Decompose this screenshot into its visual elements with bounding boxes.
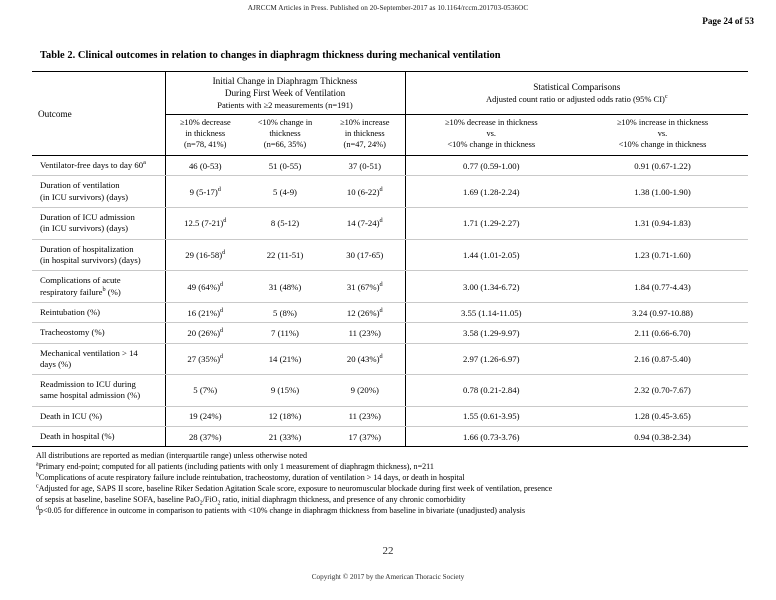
table-row	[32, 375, 748, 407]
footnote-marker-d: d	[219, 326, 224, 334]
row-value-increase: 14 $(7-24)^d$	[325, 208, 405, 240]
row-comparison-increase: 2.11 (0.66-6.70)	[577, 323, 748, 343]
row-value-increase: 31 $(67\%)^d$	[325, 271, 405, 303]
row-value-nochange: 22 (11-51)	[245, 239, 325, 271]
row-value-increase: 11 (23%)	[325, 406, 405, 426]
footnote-marker-d: d	[219, 306, 224, 314]
footnote-marker-b: b	[102, 285, 106, 293]
footnote-marker-a: a	[36, 461, 39, 468]
footnote-marker-c: c	[664, 93, 668, 100]
table-row	[32, 323, 748, 343]
row-outcome-label: Tracheostomy (%)	[32, 323, 165, 343]
row-value-increase: 11 (23%)	[325, 323, 405, 343]
row-comparison-increase: 0.91 (0.67-1.22)	[577, 156, 748, 176]
row-comparison-increase: 0.94 (0.38-2.34)	[577, 427, 748, 447]
table-row	[32, 302, 748, 322]
column-header-nochange: <10% change in thickness (n=66, 35%)	[245, 115, 325, 156]
row-comparison-decrease: 3.00 (1.34-6.72)	[405, 271, 577, 303]
row-value-nochange: 14 (21%)	[245, 343, 325, 375]
row-comparison-increase: 2.32 (0.70-7.67)	[577, 375, 748, 407]
row-value-decrease: 46 (0-53)	[165, 156, 245, 176]
outcome-column-header: Outcome	[32, 72, 165, 156]
footnote-marker-d: d	[223, 217, 227, 225]
row-comparison-increase: 1.28 (0.45-3.65)	[577, 406, 748, 426]
footnote-b: $^b$Complications of acute respiratory failure include reintubation, tracheostomy, duration of ventilation > 14 days, or death in hospital	[36, 472, 465, 483]
row-comparison-decrease: 1.55 (0.61-3.95)	[405, 406, 577, 426]
row-value-decrease: 12.5 $(7-21)^d$	[165, 208, 245, 240]
table-row	[32, 239, 748, 271]
footnote-marker-d: d	[379, 352, 383, 360]
row-value-decrease: 20 $(26\%)^d$	[165, 323, 245, 343]
row-value-nochange: 31 (48%)	[245, 271, 325, 303]
footnote-c-line2: of sepsis at baseline, baseline SOFA, baseline PaO$_2$/FiO$_2$ ratio, initial diaphragm thickness, and presence of any chronic comorbidity	[36, 495, 466, 507]
row-comparison-decrease: 3.58 (1.29-9.97)	[405, 323, 577, 343]
row-value-nochange: 51 (0-55)	[245, 156, 325, 176]
row-value-nochange: 8 (5-12)	[245, 208, 325, 240]
journal-doi-line: AJRCCM Articles in Press. Published on 20-September-2017 as 10.1164/rccm.201703-0536OC	[247, 4, 529, 12]
row-value-decrease: 29 $(16-58)^d$	[165, 239, 245, 271]
group-header-subtitle: Patients with ≥2 measurements (n=191)	[217, 99, 353, 110]
footnote-d: $^d$p<0.05 for difference in outcome in comparison to patients with <10% change in diaphragm thickness from baseline in bivariate (unadjusted) analysis	[36, 505, 526, 516]
row-outcome-label: Duration of hospitalization (in hospital survivors) (days)	[32, 239, 165, 271]
row-comparison-decrease: 3.55 (1.14-11.05)	[405, 302, 577, 322]
page-of-indicator: Page 24 of 53	[702, 16, 754, 26]
running-head	[0, 4, 776, 26]
table-row	[32, 343, 748, 375]
row-comparison-increase: 2.16 (0.87-5.40)	[577, 343, 748, 375]
footnote-marker-d: d	[219, 352, 224, 360]
row-comparison-decrease: 1.66 (0.73-3.76)	[405, 427, 577, 447]
row-value-nochange: 7 (11%)	[245, 323, 325, 343]
column-header-decrease: ≥10% decrease in thickness (n=78, 41%)	[165, 115, 245, 156]
column-header-comparison-increase: ≥10% increase in thickness vs. <10% change in thickness	[577, 115, 748, 156]
footnote-marker-c: c	[36, 483, 39, 490]
table-footnotes	[36, 450, 752, 516]
row-value-decrease: 16 $(21\%)^d$	[165, 302, 245, 322]
row-comparison-decrease: 0.78 (0.21-2.84)	[405, 375, 577, 407]
row-outcome-label: Reintubation (%)	[32, 302, 165, 322]
row-value-decrease: 9 $(5-17)^d$	[165, 176, 245, 208]
row-value-decrease: 5 (7%)	[165, 375, 245, 407]
table-body	[32, 156, 748, 447]
row-value-increase: 9 (20%)	[325, 375, 405, 407]
column-header-increase: ≥10% increase in thickness (n=47, 24%)	[325, 115, 405, 156]
row-value-nochange: 5 (8%)	[245, 302, 325, 322]
row-outcome-label: Death in ICU (%)	[32, 406, 165, 426]
row-outcome-label: Duration of ICU admission (in ICU survivors) (days)	[32, 208, 165, 240]
row-comparison-decrease: 1.71 (1.29-2.27)	[405, 208, 577, 240]
row-comparison-decrease: 1.69 (1.28-2.24)	[405, 176, 577, 208]
table-row	[32, 176, 748, 208]
page-sheet	[0, 50, 776, 516]
row-comparison-decrease: 2.97 (1.26-6.97)	[405, 343, 577, 375]
row-value-increase: 12 $(26\%)^d$	[325, 302, 405, 322]
table-group-header-row	[32, 72, 748, 115]
footnote-marker-d: d	[219, 280, 224, 288]
group-header-line1: Statistical Comparisons	[533, 81, 621, 92]
group-header-line1: Initial Change in Diaphragm Thickness	[212, 76, 358, 86]
row-outcome-label: Duration of ventilation (in ICU survivors) (days)	[32, 176, 165, 208]
row-value-decrease: 19 (24%)	[165, 406, 245, 426]
footnote-marker-d: d	[222, 249, 226, 257]
row-comparison-increase: 1.23 (0.71-1.60)	[577, 239, 748, 271]
table-row	[32, 156, 748, 176]
footnote-marker-d: d	[217, 185, 221, 193]
table-row	[32, 427, 748, 447]
row-comparison-increase: 1.38 (1.00-1.90)	[577, 176, 748, 208]
row-outcome-label: Readmission to ICU during same hospital admission (%)	[32, 375, 165, 407]
row-comparison-increase: 3.24 (0.97-10.88)	[577, 302, 748, 322]
footnote-marker-d: d	[379, 306, 383, 314]
table-caption: Table 2. Clinical outcomes in relation to changes in diaphragm thickness during mechanical ventilation	[40, 50, 501, 61]
clinical-outcomes-table	[32, 71, 748, 447]
row-value-increase: 30 (17-65)	[325, 239, 405, 271]
row-outcome-label: Complications of acute respiratory failure$^b$ (%)	[32, 271, 165, 303]
row-value-decrease: 49 $(64\%)^d$	[165, 271, 245, 303]
row-comparison-decrease: 0.77 (0.59-1.00)	[405, 156, 577, 176]
table-row	[32, 406, 748, 426]
row-outcome-label: Death in hospital (%)	[32, 427, 165, 447]
row-outcome-label: Mechanical ventilation > 14 days (%)	[32, 343, 165, 375]
footnote-c-line1: $^c$Adjusted for age, SAPS II score, baseline Riker Sedation Agitation Scale score, exposure to neuromuscular blockade during first week of ventilation, presence	[36, 483, 553, 494]
row-value-decrease: 28 (37%)	[165, 427, 245, 447]
row-value-nochange: 21 (33%)	[245, 427, 325, 447]
footnote-a: $^a$Primary end-point; computed for all patients (including patients with only 1 measurement of diaphragm thickness), n=211	[36, 461, 434, 472]
row-value-increase: 20 $(43\%)^d$	[325, 343, 405, 375]
footnote-marker-a: a	[143, 159, 146, 167]
table-row	[32, 208, 748, 240]
row-value-nochange: 9 (15%)	[245, 375, 325, 407]
table-row	[32, 271, 748, 303]
row-outcome-label: Ventilator-free days to day 60$^a$	[32, 156, 165, 176]
footnote-marker-d: d	[36, 505, 39, 512]
row-value-increase: 17 (37%)	[325, 427, 405, 447]
footnote-general: All distributions are reported as median (interquartile range) unless otherwise noted	[36, 451, 308, 461]
page-number: 22	[382, 545, 394, 557]
footnote-marker-d: d	[379, 185, 383, 193]
row-comparison-decrease: 1.44 (1.01-2.05)	[405, 239, 577, 271]
row-value-nochange: 5 (4-9)	[245, 176, 325, 208]
group-header-initial-change	[165, 72, 405, 115]
row-value-nochange: 12 (18%)	[245, 406, 325, 426]
row-value-increase: 10 $(6-22)^d$	[325, 176, 405, 208]
group-header-statistical-comparisons	[405, 72, 748, 115]
footnote-marker-d: d	[379, 280, 383, 288]
column-header-comparison-decrease: ≥10% decrease in thickness vs. <10% change in thickness	[405, 115, 577, 156]
group-header-line2: During First Week of Ventilation	[224, 87, 346, 98]
row-value-increase: 37 (0-51)	[325, 156, 405, 176]
footnote-marker-d: d	[379, 217, 383, 225]
group-header-subtitle: Adjusted count ratio or adjusted odds ratio (95% CI)$^c$	[485, 93, 668, 104]
copyright-notice: Copyright © 2017 by the American Thoracic Society	[311, 573, 465, 581]
row-comparison-increase: 1.84 (0.77-4.43)	[577, 271, 748, 303]
footnote-marker-b: b	[36, 472, 39, 479]
row-comparison-increase: 1.31 (0.94-1.83)	[577, 208, 748, 240]
row-value-decrease: 27 $(35\%)^d$	[165, 343, 245, 375]
